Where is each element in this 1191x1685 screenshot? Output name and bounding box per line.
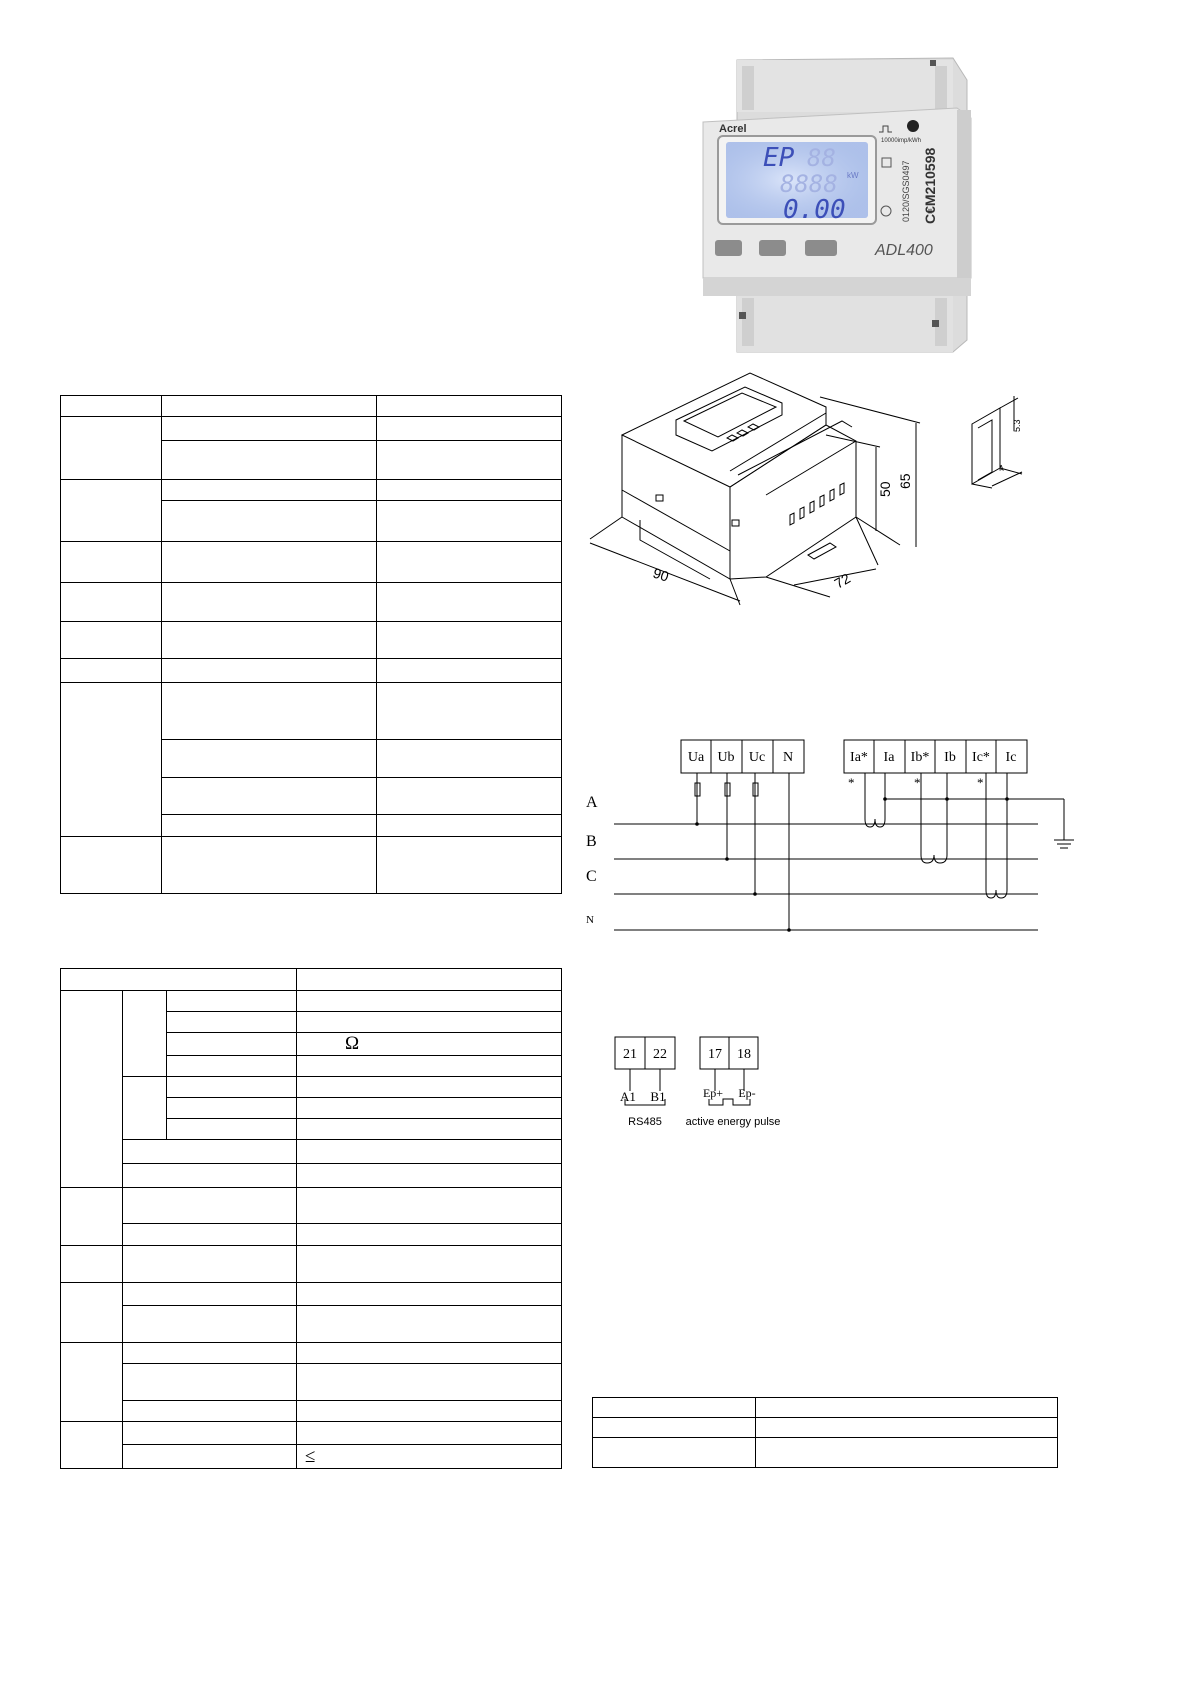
pulse-plus-label: Ep+ <box>702 1086 724 1100</box>
terminal-ua: Ua <box>687 750 705 765</box>
lcd-value: 0.00 <box>783 195 846 225</box>
rs485-caption: RS485 <box>628 1116 662 1128</box>
phase-n-label: N <box>586 914 594 926</box>
terminal-18: 18 <box>737 1047 751 1062</box>
leq-symbol: ≤ <box>305 1445 316 1467</box>
meter-buttons <box>715 240 837 256</box>
lcd-unit: kW <box>847 171 859 180</box>
comm-terminals-diagram <box>605 1035 805 1135</box>
terminal-22: 22 <box>653 1047 667 1062</box>
dim-height-body: 50 <box>877 481 893 497</box>
rail-dim-side: 4 <box>997 462 1006 474</box>
meter-photo <box>695 40 995 360</box>
ohm-symbol: Ω <box>345 1033 360 1054</box>
rail-profile-detail <box>962 388 1036 492</box>
pulse-caption: active energy pulse <box>685 1116 781 1128</box>
terminal-ia-star: Ia* <box>850 750 868 765</box>
terminal-ib-star: Ib* <box>910 750 930 765</box>
terminal-ia: Ia <box>883 750 895 765</box>
pulse-rate-label: 10000imp/kWh <box>881 138 922 144</box>
terminal-17: 17 <box>708 1047 722 1062</box>
phase-b-label: B <box>586 833 597 850</box>
ce-mark: C€M210598 <box>922 147 938 224</box>
rail-dim-top: 5.3 <box>1012 419 1022 432</box>
polarity-mark-b: * <box>914 775 921 790</box>
polarity-mark-a: * <box>848 775 855 790</box>
terminal-ib: Ib <box>944 750 956 765</box>
terminal-ic: Ic <box>1005 750 1017 765</box>
terminal-uc: Uc <box>748 750 766 765</box>
lcd-top-text: EP <box>763 143 795 173</box>
cert-number: 0120/SGS0497 <box>901 160 911 222</box>
dim-height-total: 65 <box>897 473 913 489</box>
lcd-ghost-digits-2: 8888 <box>780 170 838 198</box>
pulse-minus-label: Ep- <box>738 1086 756 1100</box>
spec-table-2 <box>60 968 562 1469</box>
rs485-b1-label: B1 <box>650 1089 666 1104</box>
spec-table-1 <box>60 395 562 894</box>
spec-table-3 <box>592 1397 1058 1468</box>
dim-depth: 72 <box>831 569 853 592</box>
dim-width: 90 <box>651 564 671 585</box>
terminal-ic-star: Ic* <box>972 750 990 765</box>
wiring-diagram <box>580 735 1080 940</box>
meter-brand: Acrel <box>719 123 747 135</box>
polarity-mark-c: * <box>977 775 984 790</box>
terminal-n: N <box>782 750 794 765</box>
meter-model: ADL400 <box>875 242 933 259</box>
rs485-a1-label: A1 <box>620 1089 636 1104</box>
phase-c-label: C <box>586 868 597 885</box>
terminal-21: 21 <box>623 1047 637 1062</box>
lcd-ghost-digits: 88 <box>807 144 836 172</box>
terminal-ub: Ub <box>717 750 735 765</box>
phase-a-label: A <box>586 794 598 811</box>
